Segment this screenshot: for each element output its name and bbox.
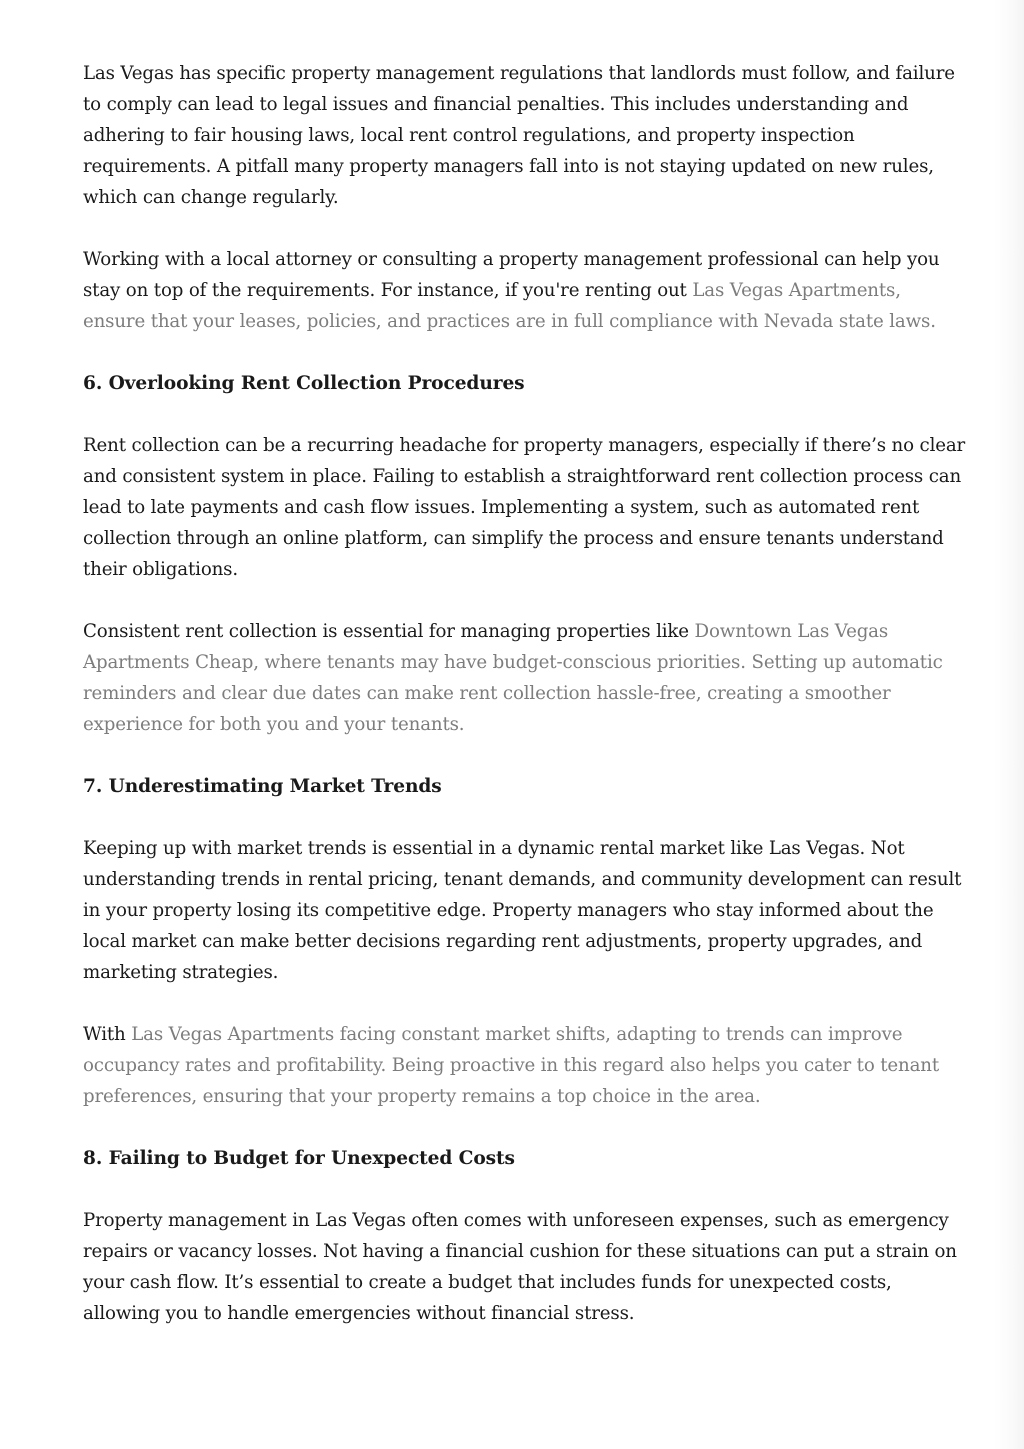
link-downtown-las-vegas-apartments-cheap[interactable]: Downtown Las Vegas Apartments Cheap, where tenants may have budget-conscious priorities. Setting up automatic reminders and clear due dates can make rent collection hassle-free, creating a smoother experience for both you and your tenants. [83,621,943,735]
heading-unexpected-costs: 8. Failing to Budget for Unexpected Costs [83,1148,515,1169]
paragraph-unexpected-costs: Property management in Las Vegas often comes with unforeseen expenses, such as emergency repairs or vacancy losses. Not having a financial cushion for these situations can put a strain on your cash flow. It’s essential to create a budget that includes funds for unexpected costs, allowing you to handle emergencies without financial stress. [83,1210,957,1324]
paragraph-attorney [83,244,968,337]
heading-market-trends: 7. Underestimating Market Trends [83,776,442,797]
link-las-vegas-apartments[interactable]: Las Vegas Apartments, ensure that your leases, policies, and practices are in full compliance with Nevada state laws. [83,280,936,332]
paragraph-regulations: Las Vegas has specific property management regulations that landlords must follow, and failure to comply can lead to legal issues and financial penalties. This includes understanding and adhering to fair housing laws, local rent control regulations, and property inspection requirements. A pitfall many property managers fall into is not staying updated on new rules, which can change regularly. [83,63,955,208]
link-las-vegas-apartments-market[interactable]: Las Vegas Apartments facing constant market shifts, adapting to trends can improve occupancy rates and profitability. Being proactive in this regard also helps you cater to tenant preferences, ensuring that your property remains a top choice in the area. [83,1024,940,1107]
heading-rent-collection: 6. Overlooking Rent Collection Procedures [83,373,525,394]
paragraph-market-shifts [83,1019,968,1112]
paragraph-consistent-rent-text: Consistent rent collection is essential for managing properties like [83,621,695,642]
page-edge-shadow [994,0,1024,1449]
paragraph-market-shifts-text: With [83,1024,132,1045]
article-body [83,58,968,1360]
paragraph-consistent-rent [83,616,968,740]
paragraph-rent-collection: Rent collection can be a recurring headache for property managers, especially if there’s no clear and consistent system in place. Failing to establish a straightforward rent collection process can lead to late payments and cash flow issues. Implementing a system, such as automated rent collection through an online platform, can simplify the process and ensure tenants understand their obligations. [83,435,966,580]
paragraph-market-trends: Keeping up with market trends is essential in a dynamic rental market like Las Vegas. Not understanding trends in rental pricing, tenant demands, and community development can result in your property losing its competitive edge. Property managers who stay informed about the local market can make better decisions regarding rent adjustments, property upgrades, and marketing strategies. [83,838,962,983]
paragraph-attorney-text: Working with a local attorney or consulting a property management professional can help you stay on top of the requirements. For instance, if you're renting out [83,249,940,301]
